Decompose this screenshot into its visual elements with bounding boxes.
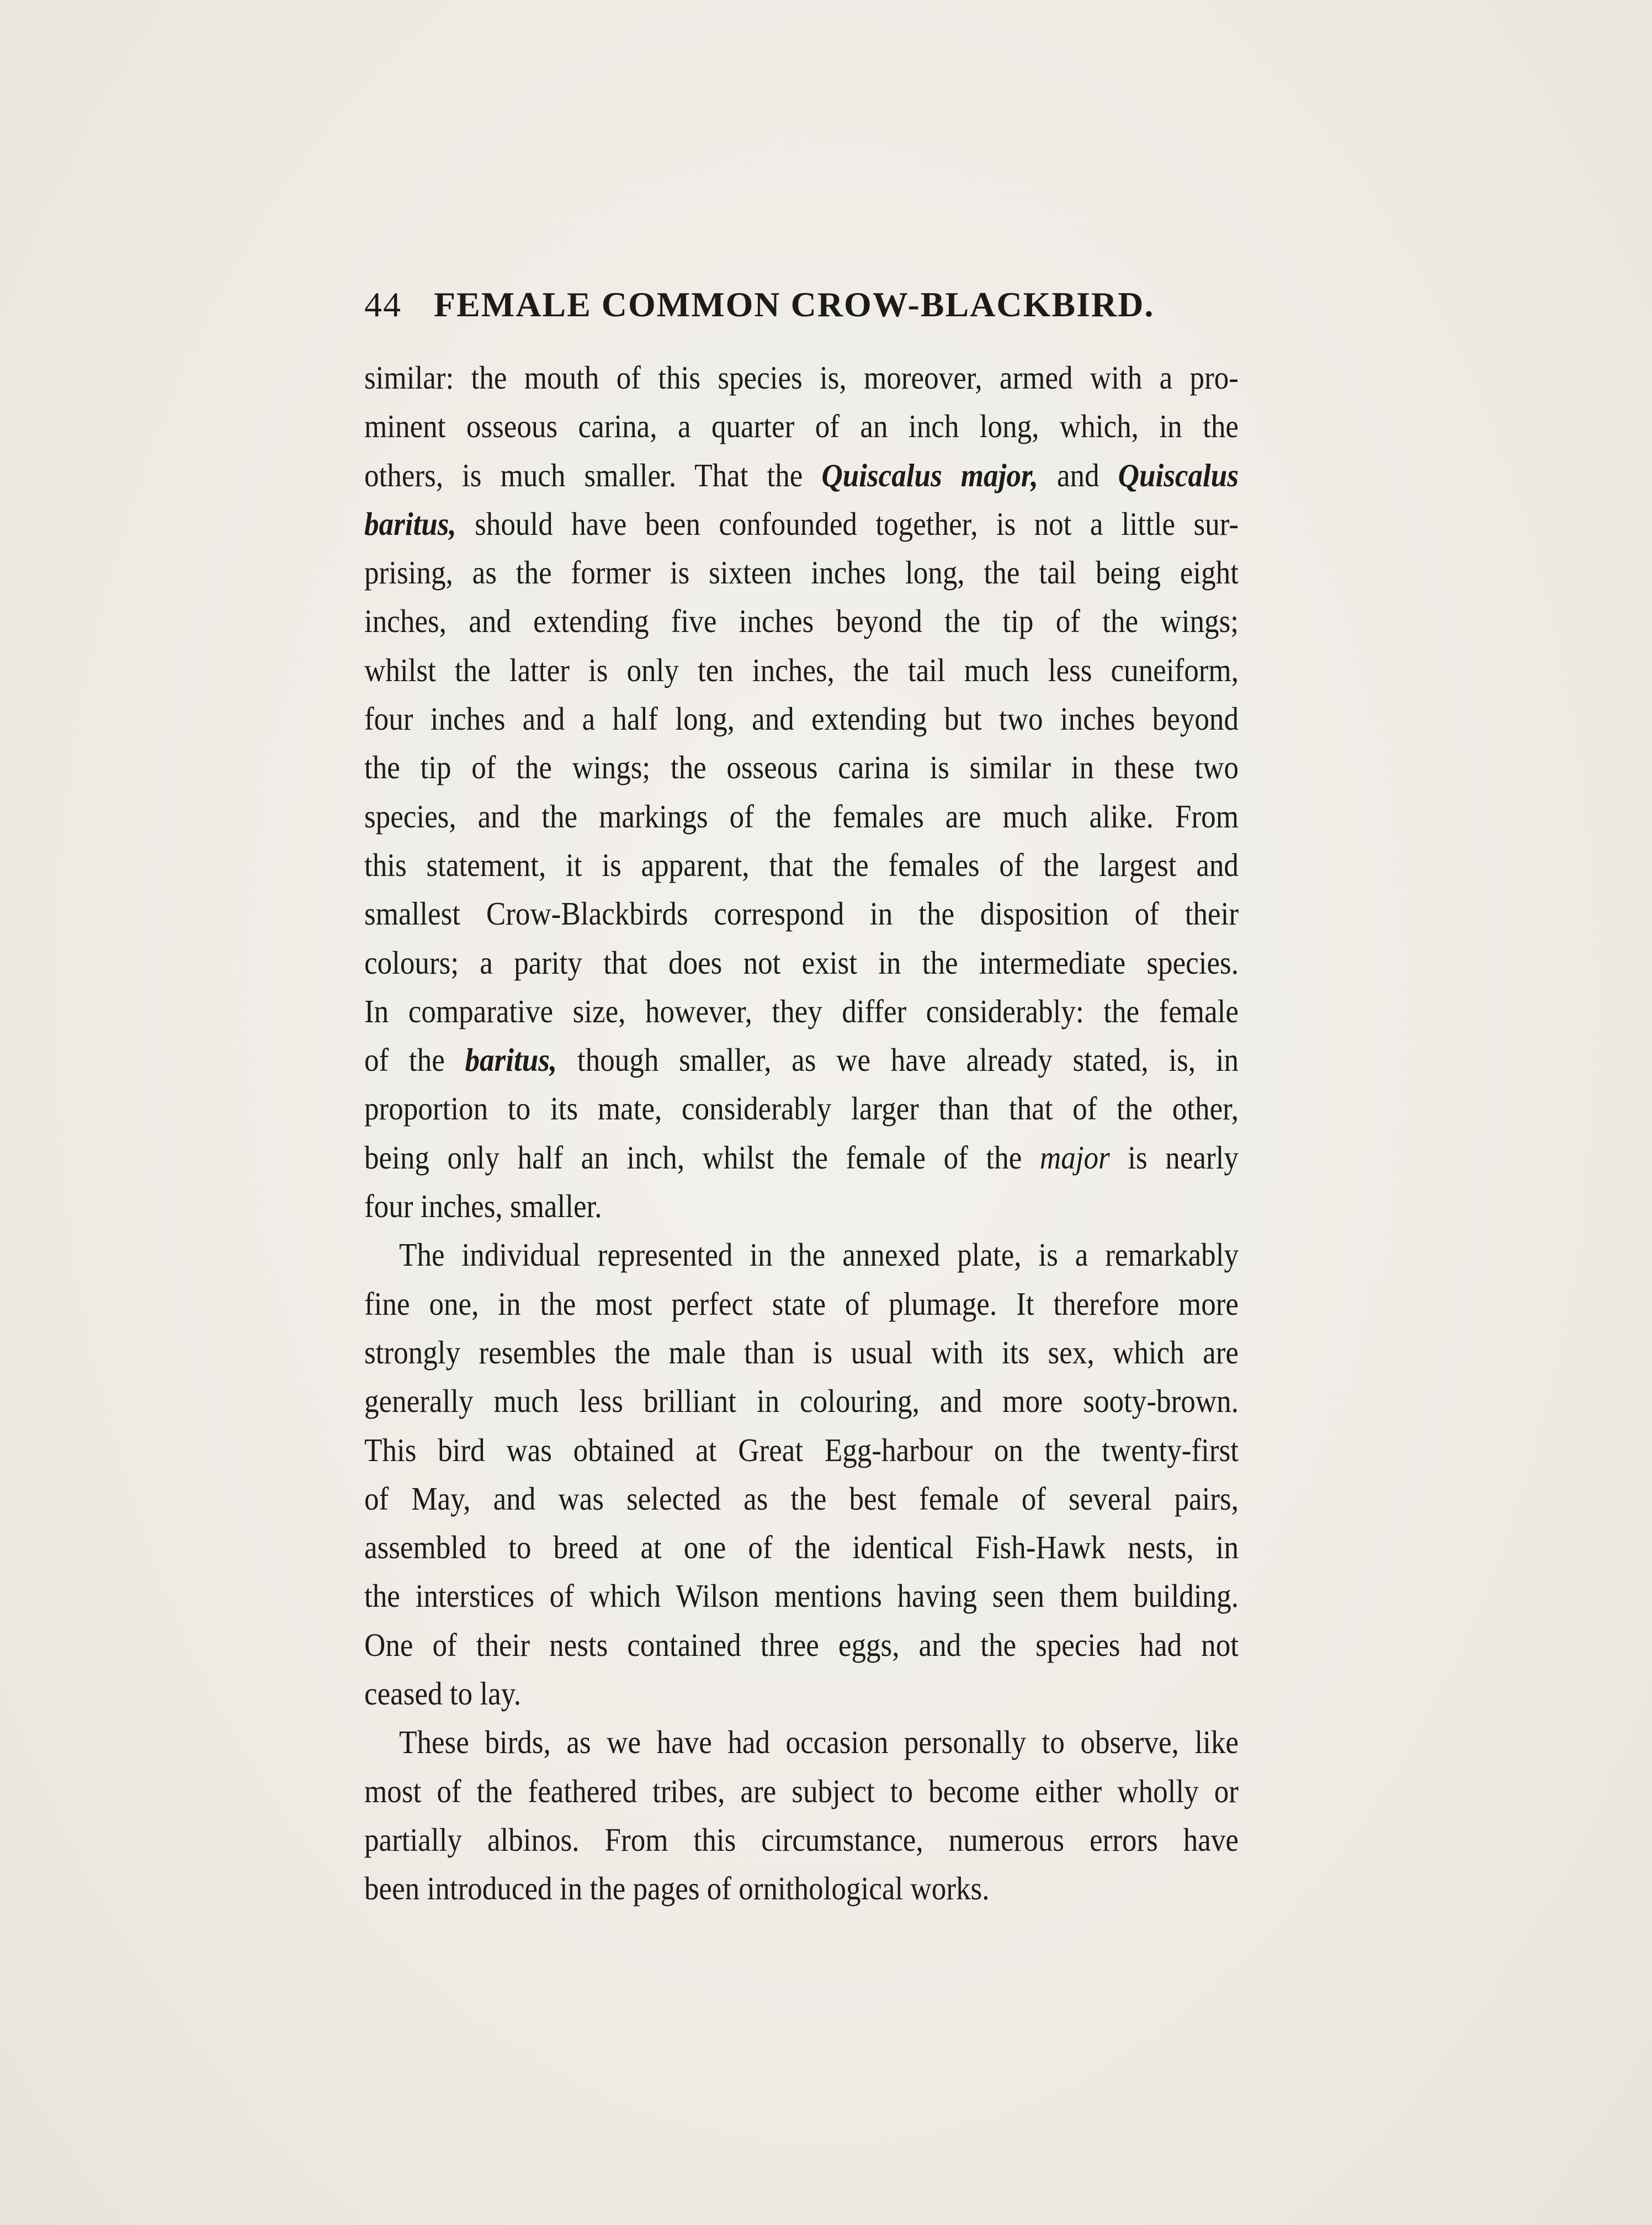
species-name: major — [1039, 1139, 1110, 1176]
text-line: minent osseous carina, a quarter of an inch long, which, in the — [364, 408, 1239, 445]
text-line: smallest Crow-Blackbirds correspond in the disposition of their — [364, 895, 1239, 932]
text-run: being only half an inch, whilst the female of the — [364, 1139, 1040, 1176]
text-run: and — [1038, 456, 1118, 493]
text-line: In comparative size, however, they differ considerably: the female — [364, 992, 1239, 1029]
text-line: four inches, smaller. — [364, 1188, 602, 1225]
text-line: These birds, as we have had occasion personally to observe, like — [399, 1724, 1239, 1761]
text-run: others, is much smaller. That the — [364, 456, 822, 493]
text-line: The individual represented in the annexed plate, is a remarkably — [399, 1236, 1239, 1273]
text-line: most of the feathered tribes, are subject to become either wholly or — [364, 1772, 1239, 1809]
page-header — [364, 284, 1239, 334]
text-line: prising, as the former is sixteen inches long, the tail being eight — [364, 554, 1239, 591]
text-line: generally much less brilliant in colouring, and more sooty-brown. — [364, 1383, 1239, 1420]
text-run: should have been confounded together, is not a little sur- — [456, 505, 1239, 542]
species-name: baritus, — [364, 505, 456, 542]
text-run: is nearly — [1109, 1139, 1239, 1176]
text-line — [364, 1035, 1239, 1084]
text-line: this statement, it is apparent, that the females of the largest and — [364, 846, 1239, 883]
text-line — [364, 451, 1239, 500]
text-line: strongly resembles the male than is usual with its sex, which are — [364, 1334, 1239, 1371]
text-line: the tip of the wings; the osseous carina is similar in these two — [364, 749, 1239, 786]
text-line: similar: the mouth of this species is, moreover, armed with a pro- — [364, 359, 1239, 396]
text-line: the interstices of which Wilson mentions having seen them building. — [364, 1578, 1239, 1615]
text-line — [364, 500, 1239, 548]
species-name: baritus, — [465, 1042, 557, 1079]
species-name: Quiscalus major, — [821, 456, 1038, 493]
text-line: four inches and a half long, and extending but two inches beyond — [364, 700, 1239, 737]
text-line: whilst the latter is only ten inches, the tail much less cuneiform, — [364, 651, 1239, 688]
text-line: fine one, in the most perfect state of plumage. It therefore more — [364, 1285, 1239, 1322]
text-line: This bird was obtained at Great Egg-harbour on the twenty-first — [364, 1431, 1239, 1468]
text-line: ceased to lay. — [364, 1675, 522, 1712]
text-run: of the — [364, 1042, 465, 1079]
text-run: though smaller, as we have already stated, is, in — [557, 1042, 1239, 1079]
species-name: Quiscalus — [1118, 456, 1239, 493]
text-line: of May, and was selected as the best female of several pairs, — [364, 1480, 1239, 1517]
text-line: assembled to breed at one of the identical Fish-Hawk nests, in — [364, 1529, 1239, 1566]
text-line: colours; a parity that does not exist in the intermediate species. — [364, 944, 1239, 981]
running-title: FEMALE COMMON CROW-BLACKBIRD. — [434, 285, 1155, 324]
text-line: been introduced in the pages of ornithological works. — [364, 1870, 990, 1907]
page-number: 44 — [364, 285, 402, 324]
body-text — [364, 353, 1239, 1913]
text-line: inches, and extending five inches beyond the tip of the wings; — [364, 603, 1239, 640]
text-line — [364, 1133, 1239, 1182]
text-line: partially albinos. From this circumstance, numerous errors have — [364, 1821, 1239, 1858]
text-line: One of their nests contained three eggs, and the species had not — [364, 1626, 1239, 1663]
text-line: species, and the markings of the females are much alike. From — [364, 798, 1239, 835]
text-line: proportion to its mate, considerably larger than that of the other, — [364, 1090, 1239, 1127]
